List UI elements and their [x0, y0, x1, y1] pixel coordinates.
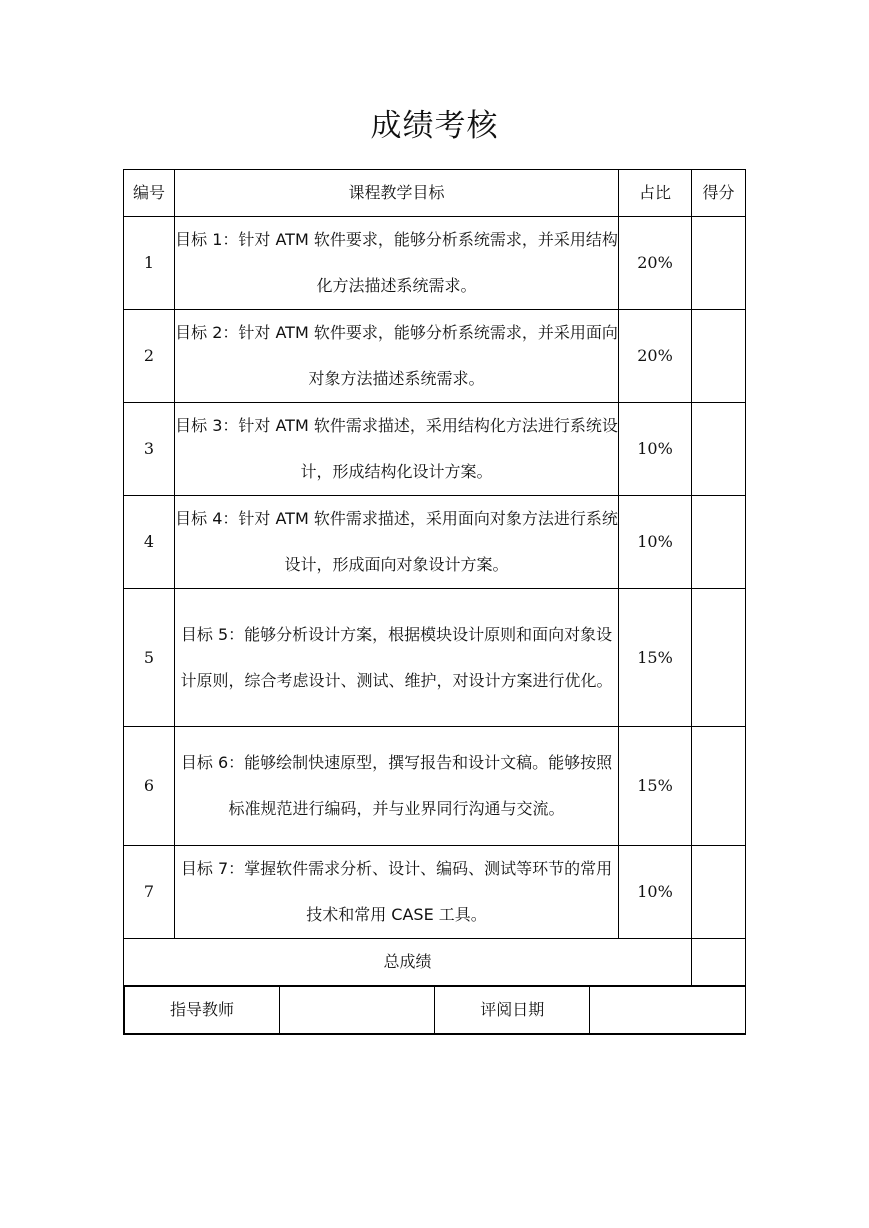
date-value[interactable] — [590, 987, 745, 1034]
row-ratio: 10% — [619, 496, 692, 589]
header-score: 得分 — [692, 170, 746, 217]
row-score[interactable] — [692, 310, 746, 403]
table-row — [124, 217, 746, 310]
grade-table — [123, 169, 746, 1035]
table-row — [124, 846, 746, 939]
total-label: 总成绩 — [124, 939, 692, 986]
total-row — [124, 939, 746, 986]
row-score[interactable] — [692, 846, 746, 939]
objective-text: 目标 4：针对 ATM 软件需求描述，采用面向对象方法进行系统设计，形成面向对象设计方案。 — [175, 509, 618, 574]
row-num: 3 — [124, 403, 175, 496]
table-row — [124, 496, 746, 589]
row-num: 7 — [124, 846, 175, 939]
row-ratio: 15% — [619, 727, 692, 846]
row-objective — [175, 846, 619, 939]
table-row — [124, 727, 746, 846]
header-objective: 课程教学目标 — [175, 170, 619, 217]
row-objective — [175, 403, 619, 496]
row-objective — [175, 727, 619, 846]
row-score[interactable] — [692, 496, 746, 589]
row-ratio: 15% — [619, 589, 692, 727]
signature-row — [124, 986, 746, 1035]
header-num: 编号 — [124, 170, 175, 217]
row-objective — [175, 589, 619, 727]
row-ratio: 20% — [619, 217, 692, 310]
objective-text: 目标 3：针对 ATM 软件需求描述，采用结构化方法进行系统设计，形成结构化设计方案。 — [175, 416, 618, 481]
page-title: 成绩考核 — [370, 108, 499, 144]
objective-text: 目标 1：针对 ATM 软件要求，能够分析系统需求，并采用结构化方法描述系统需求。 — [175, 230, 618, 295]
row-objective — [175, 496, 619, 589]
row-score[interactable] — [692, 403, 746, 496]
row-num: 2 — [124, 310, 175, 403]
row-num: 4 — [124, 496, 175, 589]
objective-text: 目标 2：针对 ATM 软件要求，能够分析系统需求，并采用面向对象方法描述系统需求。 — [175, 323, 618, 388]
row-objective — [175, 217, 619, 310]
row-num: 6 — [124, 727, 175, 846]
row-ratio: 20% — [619, 310, 692, 403]
row-ratio: 10% — [619, 846, 692, 939]
row-score[interactable] — [692, 589, 746, 727]
objective-text: 目标 6：能够绘制快速原型，撰写报告和设计文稿。能够按照标准规范进行编码，并与业界同行沟通与交流。 — [180, 753, 613, 818]
row-objective — [175, 310, 619, 403]
table-row — [124, 310, 746, 403]
objective-text: 目标 5：能够分析设计方案，根据模块设计原则和面向对象设计原则，综合考虑设计、测试、维护，对设计方案进行优化。 — [180, 624, 613, 690]
row-num: 1 — [124, 217, 175, 310]
signature-table — [124, 986, 745, 1034]
teacher-value[interactable] — [280, 987, 435, 1034]
row-score[interactable] — [692, 727, 746, 846]
date-label: 评阅日期 — [435, 987, 590, 1034]
objective-text: 目标 7：掌握软件需求分析、设计、编码、测试等环节的常用技术和常用 CASE 工具。 — [180, 859, 613, 924]
total-score[interactable] — [692, 939, 746, 986]
row-ratio: 10% — [619, 403, 692, 496]
table-row — [124, 403, 746, 496]
header-row — [124, 170, 746, 217]
row-score[interactable] — [692, 217, 746, 310]
header-ratio: 占比 — [619, 170, 692, 217]
row-num: 5 — [124, 589, 175, 727]
table-row — [124, 589, 746, 727]
signature-cell — [124, 986, 746, 1035]
teacher-label: 指导教师 — [125, 987, 280, 1034]
